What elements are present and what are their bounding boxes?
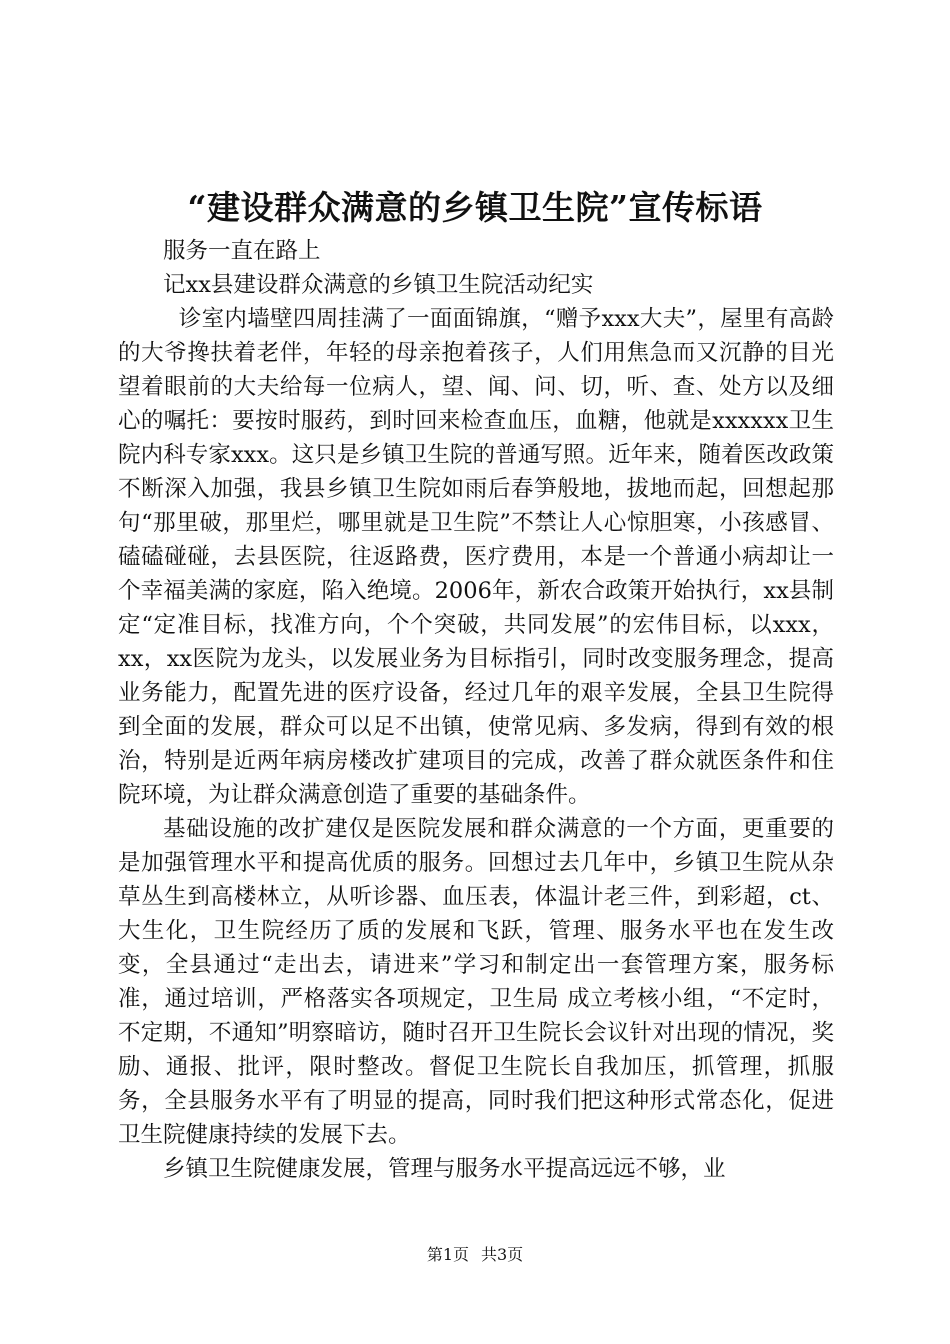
- page-footer: [0, 1244, 950, 1266]
- subtitle-line: 服务一直在路上: [163, 238, 321, 264]
- page-number: 第1页: [426, 1245, 469, 1264]
- page-total: 共3页: [481, 1245, 524, 1264]
- document-body: [118, 234, 834, 1186]
- subtitle-line-2: 记xx县建设群众满意的乡镇卫生院活动纪实: [163, 272, 594, 298]
- body-paragraph-1: 诊室内墙壁四周挂满了一面面锦旗，“赠予xxx大夫”，屋里有高龄的大爷搀扶着老伴，年轻的母亲抱着孩子，人们用焦急而又沉静的目光望着眼前的大夫给每一位病人，望、闻、问、切，听、查、处方以及细心的嘱托：要按时服药，到时回来检查血压，血糖，他就是xxxxxx卫生院内科专家xxx。这只是乡镇卫生院的普通写照。近年来，随着医改政策不断深入加强，我县乡镇卫生院如雨后春笋般地，拔地而起，回想起那句“那里破，那里烂，哪里就是卫生院”不禁让人心惊胆寒，小孩感冒、 磕磕碰碰，去县医院，往返路费，医疗费用，本是一个普通小病却让一个幸福美满的家庭，陷入绝境。2006年，新农合政策开始执行，xx县制定“定准目标，找准方向，个个突破，共同发展”的宏伟目标，以xxx，xx，xx医院为龙头，以发展业务为目标指引，同时改变服务理念，提高业务能力，配置先进的医疗设备，经过几年的艰辛发展，全县卫生院得到全面的发展，群众可以足不出镇，使常见病、多发病，得到有效的根治，特别是近两年病房楼改扩建项目的完成，改善了群众就医条件和住院环境，为让群众满意创造了重要的基础条件。: [118, 306, 834, 808]
- body-paragraph-3: 乡镇卫生院健康发展，管理与服务水平提高远远不够，业: [163, 1156, 726, 1182]
- document-title: “建设群众满意的乡镇卫生院”宣传标语: [187, 188, 763, 227]
- body-paragraph-2: 基础设施的改扩建仅是医院发展和群众满意的一个方面，更重要的是加强管理水平和提高优质的服务。回想过去几年中，乡镇卫生院从杂草丛生到高楼林立，从听诊器、血压表，体温计老三件，到彩超，ct、大生化，卫生院经历了质的发展和飞跃，管理、服务水平也在发生改变，全县通过“走出去，请进来”学习和制定出一套管理方案，服务标准，通过培训，严格落实各项规定，卫生局 成立考核小组，“不定时，不定期，不通知”明察暗访，随时召开卫生院长会议针对出现的情况，奖励、通报、批评，限时整改。督促卫生院长自我加压，抓管理，抓服务，全县服务水平有了明显的提高，同时我们把这种形式常态化，促进卫生院健康持续的发展下去。: [118, 816, 834, 1148]
